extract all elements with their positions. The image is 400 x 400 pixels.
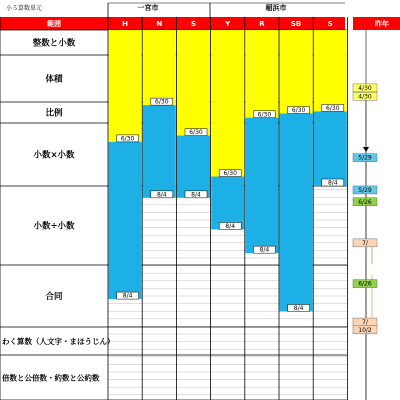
group-ichinomiya: 一宮市 <box>137 4 159 12</box>
blue-bar-3 <box>211 177 244 230</box>
yellow-tag-1: 6/30 <box>155 98 169 106</box>
unit-label: 体積 <box>45 74 63 85</box>
yellow-tag-5: 6/30 <box>291 107 306 115</box>
yellow-bar-0 <box>109 30 142 142</box>
last-year-label: 昨年 <box>375 20 389 28</box>
column-header-s: S <box>190 20 197 28</box>
title-row <box>0 0 350 17</box>
yellow-tag-3: 6/30 <box>223 170 237 178</box>
last-year-date: 6/26 <box>358 280 372 288</box>
yellow-tag-2: 6/30 <box>189 129 203 137</box>
last-year-date: 4/30 <box>358 93 372 101</box>
yellow-tag-4: 6/30 <box>257 111 272 119</box>
yellow-bar-1 <box>143 30 176 105</box>
column-header-s: S <box>327 20 333 28</box>
yellow-bar-6 <box>314 30 347 111</box>
last-year-date: 7/ <box>362 319 368 327</box>
column-header-sb: SB <box>290 20 302 28</box>
unit-labels <box>2 38 115 383</box>
blue-tag-6: 8/4 <box>327 179 338 187</box>
column-header-y: Y <box>225 20 231 28</box>
unit-label: 小数÷小数 <box>33 221 75 232</box>
last-year-date: 5/29 <box>358 186 372 194</box>
blue-bar-6 <box>314 111 347 186</box>
column-header-n: N <box>156 20 163 28</box>
yellow-tag-6: 6/30 <box>326 104 340 112</box>
blue-bar-5 <box>280 114 313 312</box>
unit-label: 合同 <box>45 292 63 302</box>
last-year-date: 6/26 <box>358 198 372 206</box>
unit-label: 小数×小数 <box>33 150 75 161</box>
yellow-bar-5 <box>280 30 313 114</box>
sheet-title: 小５算数単元 <box>6 5 43 12</box>
unit-label: わく算数（人文字・まほうじん） <box>2 337 115 346</box>
blue-tag-2: 8/4 <box>191 191 201 199</box>
blue-tag-4: 8/4 <box>259 246 270 254</box>
column-header-r: R <box>259 20 265 28</box>
blue-bar-4 <box>245 118 278 253</box>
unit-label: 整数と小数 <box>32 38 76 49</box>
blue-tag-3: 8/4 <box>225 222 236 230</box>
last-year-date: 4/30 <box>358 84 372 92</box>
last-year-date: 5/29 <box>358 154 372 162</box>
yellow-bar-2 <box>177 30 210 136</box>
last-year-date: 7/ <box>362 239 368 247</box>
column-header-h: H <box>122 20 129 28</box>
blue-tag-0: 8/4 <box>122 292 133 300</box>
yellow-bar-3 <box>211 30 244 177</box>
blue-bar-0 <box>109 142 142 299</box>
progress-bars <box>109 30 347 312</box>
blue-bar-2 <box>177 136 210 198</box>
range-header: 範囲 <box>47 20 61 28</box>
last-year-date: 10/2 <box>358 326 372 334</box>
last-year-column <box>353 30 377 400</box>
blue-bar-1 <box>143 105 176 198</box>
blue-tag-5: 8/4 <box>293 305 304 312</box>
blue-tag-1: 8/4 <box>156 191 167 199</box>
unit-label: 比例 <box>45 108 63 119</box>
unit-label: 倍数と公倍数・約数と公約数 <box>2 373 100 383</box>
yellow-bar-4 <box>245 30 278 118</box>
yellow-tag-0: 6/30 <box>120 135 135 143</box>
group-inahama: 稲浜市 <box>265 4 287 12</box>
